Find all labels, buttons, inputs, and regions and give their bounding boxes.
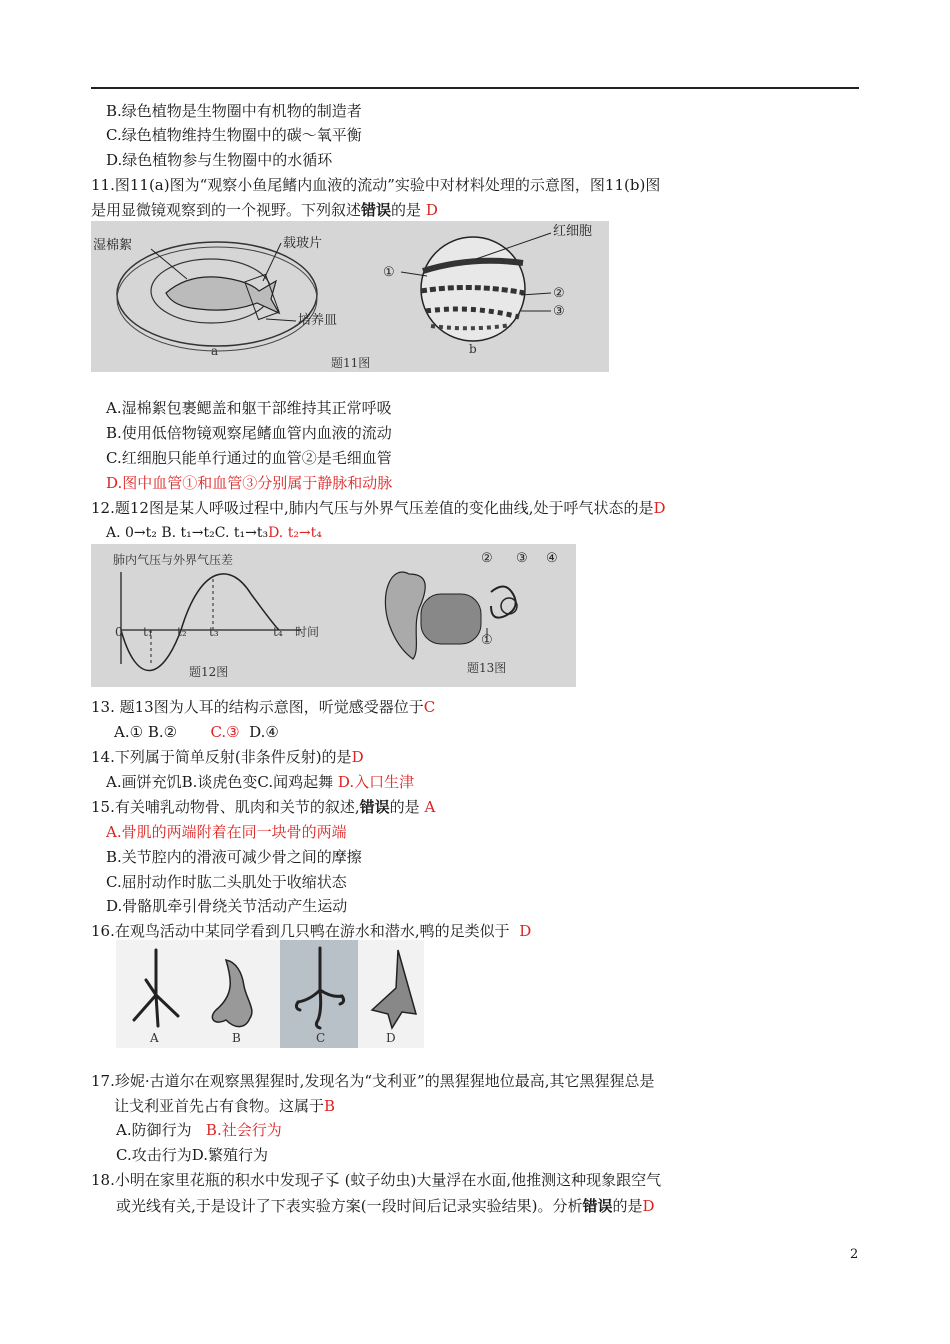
q15-stem-end: 的是 <box>389 798 420 816</box>
label-slide: 载玻片 <box>283 236 323 251</box>
fig12-axis-title: 肺内气压与外界气压差 <box>113 553 234 567</box>
q11-option-a: A.湿棉絮包裹鳃盖和躯干部维持其正常呼吸 <box>106 399 392 417</box>
q11-stem-line2 <box>91 200 438 220</box>
label-rbc: 红细胞 <box>553 224 593 239</box>
q18-answer: D <box>642 1197 655 1215</box>
figure-12-13 <box>91 544 576 687</box>
q11-stem-end: 的是 <box>391 201 422 219</box>
fig13-label-2: ② <box>481 551 493 566</box>
q15-emphasis: 错误 <box>359 798 390 816</box>
q17-answer: B <box>324 1097 336 1115</box>
q18-emphasis: 错误 <box>582 1197 613 1215</box>
q13-options-ab: A.① B.② <box>114 723 178 741</box>
q17-option-a: A.防御行为 <box>116 1121 192 1139</box>
q13-stem <box>91 697 435 717</box>
q13-option-d: D.④ <box>249 723 279 741</box>
q17-option-b: B.社会行为 <box>205 1121 282 1139</box>
label-a: a <box>211 344 219 358</box>
q15-stem <box>91 797 435 817</box>
q11-option-b: B.使用低倍物镜观察尾鳍血管内血液的流动 <box>106 424 392 442</box>
fig12-t4: t₄ <box>273 625 283 639</box>
q14-options <box>106 772 414 792</box>
q18-stem-end: 的是 <box>612 1197 643 1215</box>
label-b: b <box>469 342 477 356</box>
q14-stem-text: 14.下列属于简单反射(非条件反射)的是 <box>91 748 352 766</box>
q16-stem-text: 16.在观鸟活动中某同学看到几只鸭在游水和潜水,鸭的足类似于 <box>91 922 510 940</box>
fig13-caption: 题13图 <box>467 661 507 675</box>
header-rule <box>91 87 859 89</box>
q13-option-c: C.③ <box>210 723 240 741</box>
label-dish: 培养皿 <box>298 313 338 328</box>
q17-options-cd: C.攻击行为D.繁殖行为 <box>116 1146 268 1164</box>
q17-stem-line2 <box>114 1096 335 1116</box>
foot-label-c: C <box>316 1031 326 1045</box>
q12-stem-text: 12.题12图是某人呼吸过程中,肺内气压与外界气压差值的变化曲线,处于呼气状态的是 <box>91 499 654 517</box>
q12-options <box>106 523 322 543</box>
figure-11-caption: 题11图 <box>331 356 371 370</box>
figure-16-panel-d <box>358 940 424 1048</box>
label-vessel-2: ② <box>553 286 565 301</box>
q11-stem-line1: 11.图11(a)图为“观察小鱼尾鳍内血液的流动”实验中对材料处理的示意图，图11(b)图 <box>91 176 661 194</box>
q18-stem-line1: 18.小明在家里花瓶的积水中发现孑孓 (蚊子幼虫)大量浮在水面,他推测这种现象跟空气 <box>91 1171 662 1189</box>
q13-stem-text: 13. 题13图为人耳的结构示意图，听觉感受器位于 <box>91 698 424 716</box>
fig13-label-1: ① <box>481 633 493 648</box>
q18-stem-line2 <box>116 1196 655 1216</box>
q11-option-c: C.红细胞只能单行通过的血管②是毛细血管 <box>106 449 392 467</box>
q12-option-d: D. t₂→t₄ <box>268 525 322 541</box>
q16-stem <box>91 921 531 941</box>
q12-options-abc: A. 0→t₂ B. t₁→t₂C. t₁→t₃ <box>106 525 269 541</box>
q13-answer: C <box>423 698 436 716</box>
fig12-t3: t₃ <box>209 625 219 639</box>
q18-stem-text: 或光线有关,于是设计了下表实验方案(一段时间后记录实验结果)。分析 <box>116 1197 583 1215</box>
fig13-label-4: ④ <box>546 551 558 566</box>
foot-label-b: B <box>232 1031 241 1045</box>
q10-option-d: D.绿色植物参与生物圈中的水循环 <box>106 151 333 169</box>
q17-stem-line1: 17.珍妮·古道尔在观察黑猩猩时,发现名为“戈利亚”的黑猩猩地位最高,其它黑猩猩总是 <box>91 1072 655 1090</box>
q10-option-c: C.绿色植物维持生物圈中的碳～氧平衡 <box>106 126 362 144</box>
fig12-t1: t₁ <box>143 625 153 639</box>
fig12-origin: 0 <box>115 625 123 639</box>
q17-options-ab <box>116 1120 282 1140</box>
q11-answer: D <box>425 201 438 219</box>
q13-options <box>114 722 279 742</box>
q15-stem-text: 15.有关哺乳动物骨、肌肉和关节的叙述, <box>91 798 360 816</box>
page-number: 2 <box>850 1247 859 1262</box>
label-cotton: 湿棉絮 <box>93 238 133 253</box>
q12-stem <box>91 498 666 518</box>
label-vessel-1: ① <box>383 265 395 280</box>
q11-option-d: D.图中血管①和血管③分别属于静脉和动脉 <box>106 474 393 492</box>
q12-answer: D <box>653 499 666 517</box>
q11-emphasis: 错误 <box>361 201 392 219</box>
q14-options-abc: A.画饼充饥B.谈虎色变C.闻鸡起舞 <box>106 773 334 791</box>
q10-option-b: B.绿色植物是生物圈中有机物的制造者 <box>106 102 362 120</box>
q14-option-d: D.入口生津 <box>337 773 415 791</box>
fig12-caption: 题12图 <box>189 665 229 679</box>
q15-option-c: C.屈肘动作时肱二头肌处于收缩状态 <box>106 873 347 891</box>
fig12-t2: t₂ <box>177 625 187 639</box>
figure-16-panel-c <box>280 940 358 1048</box>
q15-option-b: B.关节腔内的滑液可减少骨之间的摩擦 <box>106 848 362 866</box>
q15-option-d: D.骨骼肌牵引骨绕关节活动产生运动 <box>106 897 348 915</box>
figure-11 <box>91 221 609 372</box>
q16-answer: D <box>519 922 532 940</box>
q14-answer: D <box>351 748 364 766</box>
q14-stem <box>91 747 364 767</box>
fig13-label-3: ③ <box>516 551 528 566</box>
figure-16-panel-ab <box>116 940 280 1048</box>
fig12-time-label: 时间 <box>295 625 320 639</box>
label-vessel-3: ③ <box>553 304 565 319</box>
q17-stem-text: 让戈利亚首先占有食物。这属于 <box>114 1097 325 1115</box>
q15-option-a: A.骨肌的两端附着在同一块骨的两端 <box>106 823 347 841</box>
q11-stem-text: 是用显微镜观察到的一个视野。下列叙述 <box>91 201 362 219</box>
foot-label-a: A <box>150 1031 159 1045</box>
q15-answer: A <box>424 798 436 816</box>
foot-label-d: D <box>386 1031 396 1045</box>
